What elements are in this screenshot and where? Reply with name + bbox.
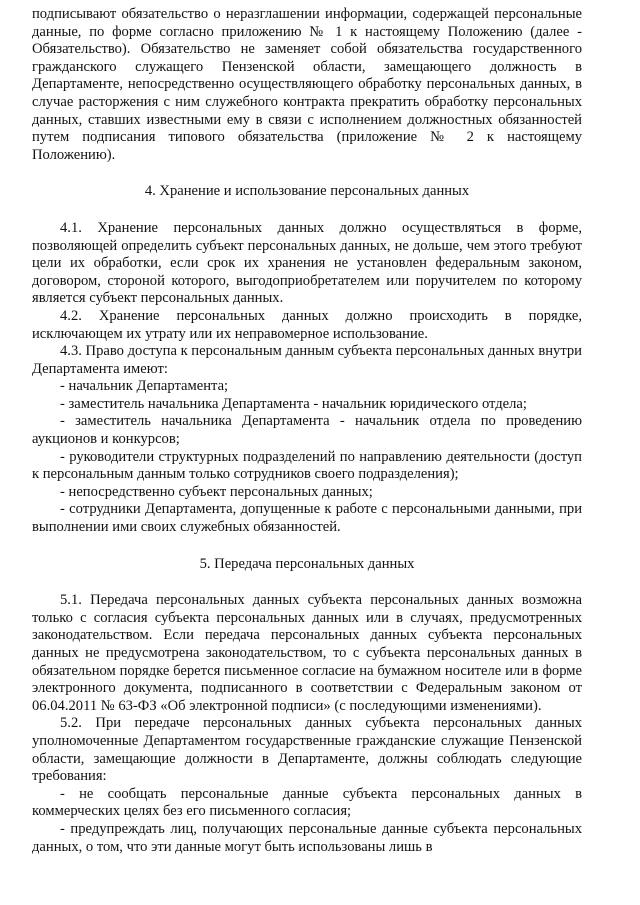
paragraph-4-3: 4.3. Право доступа к персональным данным субъекта персональных данных внутри Департамента имеют:: [32, 343, 582, 377]
paragraph-5-1: 5.1. Передача персональных данных субъекта персональных данных возможна только с согласия субъекта персональных данных или в случаях, предусмотренных законодательством. Если передача персональных данных субъекта персональных данных не предусмотрена законодательством, то с субъекта персональных данных в обязательном порядке берется письменное согласие на бумажном носителе или в форме электронного документа, подписанного в соответствии с Федеральным законом от 06.04.2011 № 63-ФЗ «Об электронной подписи» (с последующими изменениями).: [32, 592, 582, 714]
paragraph-4-2: 4.2. Хранение персональных данных должно происходить в порядке, исключающем их утрату или их неправомерное использование.: [32, 307, 582, 342]
paragraph-5-2: 5.2. При передаче персональных данных субъекта персональных данных уполномоченные Департаментом государственные гражданские служащие Пензенской области, замещающие должности в Департаменте, должны соблюдать следующие требования:: [32, 715, 582, 785]
list-item-access-2: - заместитель начальника Департамента - начальник юридического отдела;: [60, 395, 527, 412]
list-item-requirement-2: - предупреждать лиц, получающих персональные данные субъекта персональных данных, о том, что эти данные могут быть использованы лишь в: [32, 820, 582, 855]
list-item-requirement-1: - не сообщать персональные данные субъекта персональных данных в коммерческих целях без его письменного согласия;: [32, 785, 582, 820]
list-item-access-1: - начальник Департамента;: [60, 378, 229, 395]
list-item-access-3: - заместитель начальника Департамента - начальник отдела по проведению аукционов и конкурсов;: [32, 413, 582, 448]
paragraph-obligation: подписывают обязательство о неразглашении информации, содержащей персональные данные, по форме согласно приложению № 1 к настоящему Положению (далее - Обязательство). Обязательство не заменяет собой обязательства государственного гражданского служащего Пензенской области, замещающего должность в Департаменте, непосредственно осуществляющего обработку персональных данных, в случае расторжения с ним служебного контракта прекратить обработку персональных данных, ставших известными ему в связи с исполнением должностных обязанностей путем подписания типового обязательства (приложение № 2 к настоящему Положению).: [32, 6, 582, 163]
section-4-heading: 4. Хранение и использование персональных данных: [144, 183, 470, 200]
list-item-access-6: - сотрудники Департамента, допущенные к работе с персональными данными, при выполнении ими своих служебных обязанностей.: [32, 501, 582, 536]
list-item-access-4: - руководители структурных подразделений по направлению деятельности (доступ к персональным данным только сотрудников своего подразделения);: [32, 448, 582, 483]
section-5-heading: 5. Передача персональных данных: [199, 555, 415, 572]
list-item-access-5: - непосредственно субъект персональных данных;: [60, 483, 373, 500]
paragraph-4-1: 4.1. Хранение персональных данных должно осуществляться в форме, позволяющей определить субъект персональных данных, не дольше, чем этого требуют цели их обработки, если срок их хранения не установлен федеральным законом, договором, стороной которого, выгодоприобретателем или поручителем по которому является субъект персональных данных.: [32, 219, 582, 307]
